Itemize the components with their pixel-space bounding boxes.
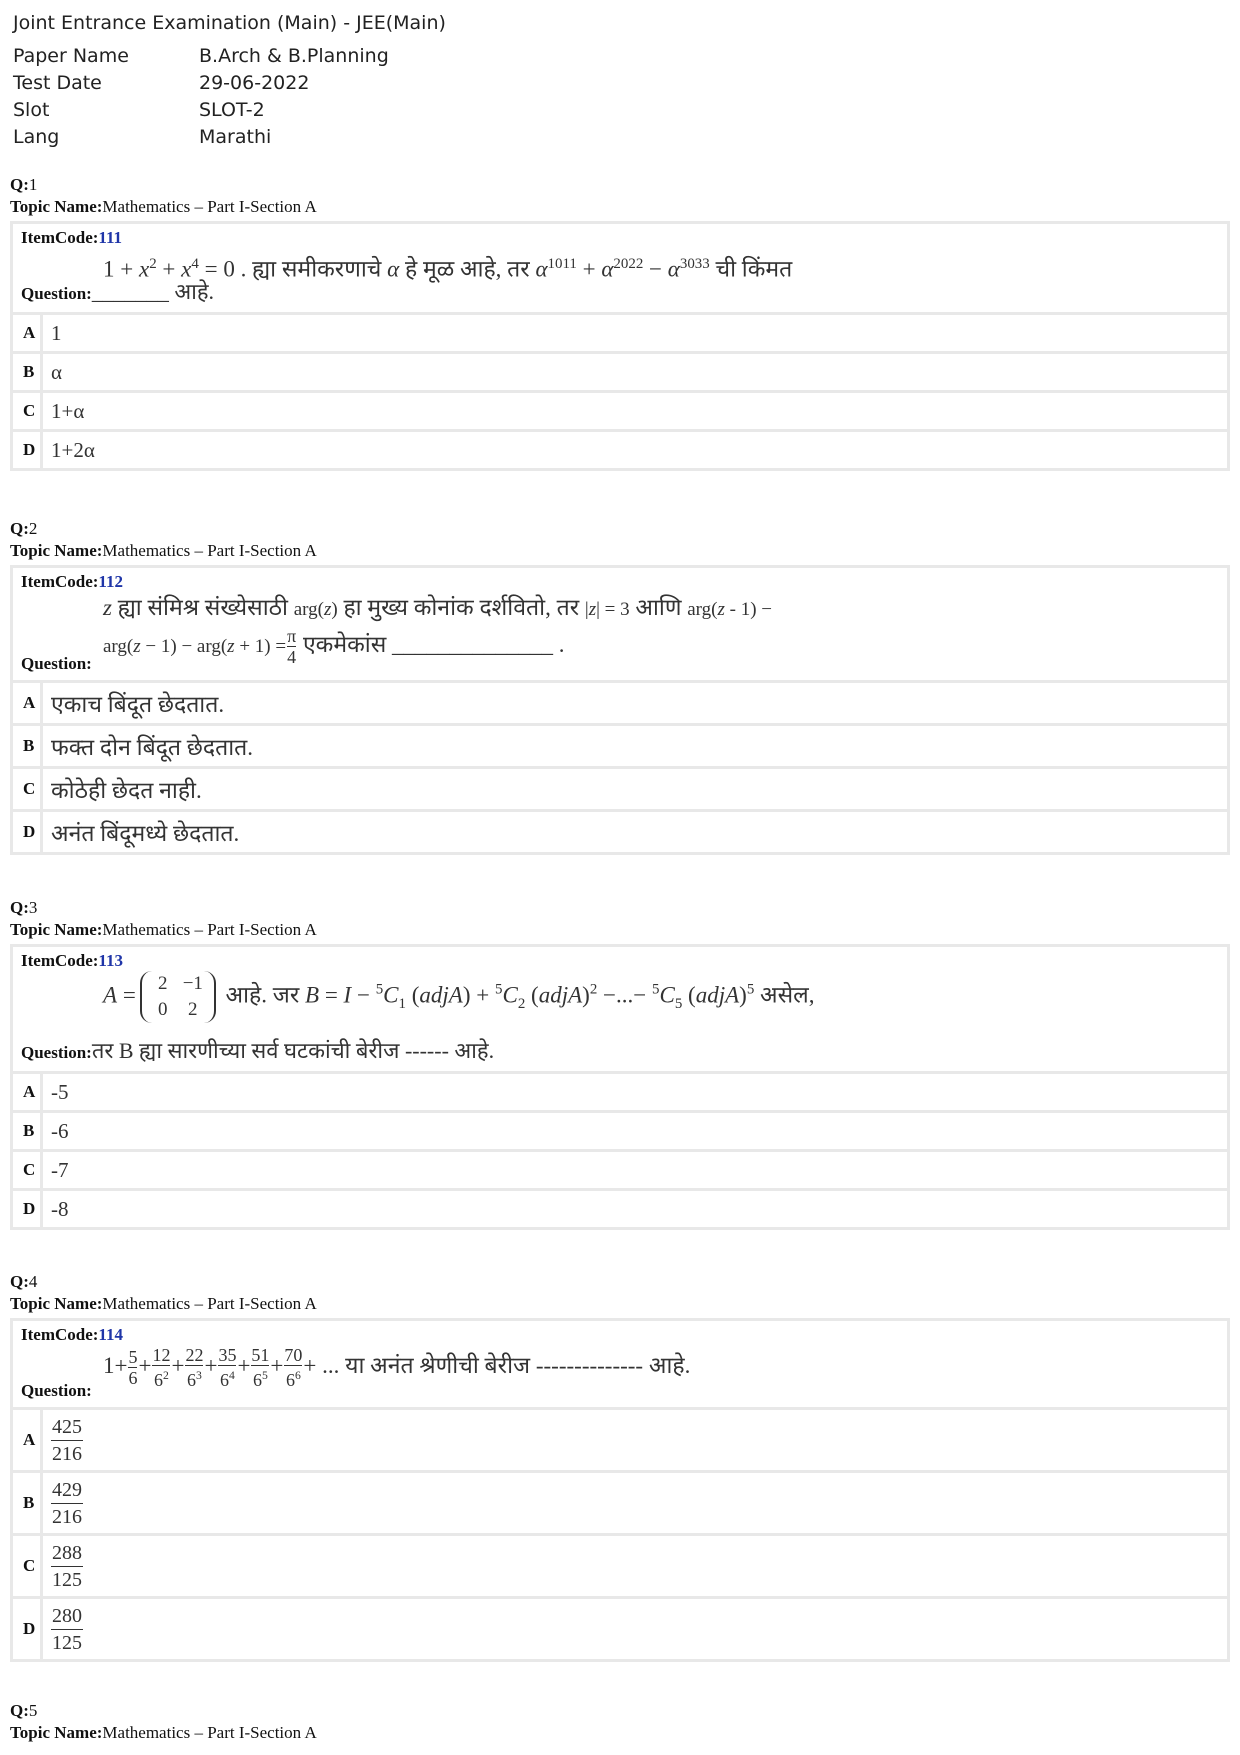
fraction: $\frac{280}{125}$ (52, 1604, 82, 1654)
question-card (10, 565, 1230, 855)
meta-key: Lang (13, 125, 60, 148)
topic-name: Topic Name:Mathematics – Part I-Section A (10, 1294, 317, 1313)
option-value: -6 (51, 1118, 69, 1143)
topic-name: Topic Name:Mathematics – Part I-Section A (10, 541, 317, 560)
exam-title: Joint Entrance Examination (Main) - JEE(Main) (13, 12, 446, 34)
question-block-2 (10, 518, 1230, 855)
question-label: Question:_______ आहे. (21, 279, 215, 304)
option-b[interactable] (13, 726, 1227, 769)
option-value (43, 1414, 83, 1467)
item-code: ItemCode:112 (21, 572, 123, 591)
question-body (13, 224, 1227, 315)
option-a[interactable] (13, 1410, 1227, 1473)
topic-name: Topic Name:Mathematics – Part I-Section A (10, 1723, 317, 1742)
item-code: ItemCode:113 (21, 951, 123, 970)
question-body (13, 1321, 1227, 1410)
option-d[interactable] (13, 812, 1227, 852)
option-c[interactable] (13, 769, 1227, 812)
option-letter: C (13, 769, 43, 809)
question-card (10, 221, 1230, 471)
meta-value: 29-06-2022 (199, 71, 310, 94)
meta-value: SLOT-2 (199, 98, 265, 121)
option-letter: C (13, 393, 43, 429)
option-letter: B (13, 726, 43, 766)
question-block-4 (10, 1271, 1230, 1662)
meta-key: Paper Name (13, 44, 129, 67)
fraction: $\frac{288}{125}$ (52, 1541, 82, 1591)
question-number: Q:1 (10, 175, 38, 194)
option-d[interactable] (13, 1191, 1227, 1227)
option-a[interactable] (13, 683, 1227, 726)
question-number: Q:5 (10, 1701, 38, 1720)
option-value: फक्त दोन बिंदूत छेदतात. (51, 735, 254, 760)
option-value: -7 (51, 1157, 69, 1182)
option-d[interactable] (13, 432, 1227, 468)
option-value: -8 (51, 1196, 69, 1221)
option-letter: C (13, 1536, 43, 1596)
option-d[interactable] (13, 1599, 1227, 1659)
option-b[interactable] (13, 354, 1227, 393)
question-block-3 (10, 897, 1230, 1230)
meta-row (13, 123, 389, 150)
item-code: ItemCode:114 (21, 1325, 123, 1344)
option-letter: A (13, 315, 43, 351)
option-letter: D (13, 432, 43, 468)
option-value: α (51, 359, 63, 384)
option-a[interactable] (13, 315, 1227, 354)
option-letter: D (13, 1599, 43, 1659)
option-letter: D (13, 812, 43, 852)
meta-value: Marathi (199, 125, 272, 148)
option-value (43, 1603, 83, 1656)
option-value: -5 (51, 1079, 69, 1104)
option-b[interactable] (13, 1113, 1227, 1152)
question-number: Q:3 (10, 898, 38, 917)
option-value: एकाच बिंदूत छेदतात. (51, 692, 225, 717)
meta-row (13, 96, 389, 123)
option-value: 1+α (51, 398, 85, 423)
question-text: z ह्या संमिश्र संख्येसाठी arg(z) हा मुख्य कोनांक दर्शवितो, तर |z| = 3 आणि arg(z - 1) − arg(z − 1) − arg(z + 1) = $\frac{\pi}{4}$ एकमेकांस ______________ . (103, 595, 773, 667)
option-value: 1 (51, 320, 62, 345)
question-block-5 (10, 1700, 1230, 1744)
question-number: Q:2 (10, 519, 38, 538)
option-c[interactable] (13, 1536, 1227, 1599)
option-value: कोठेही छेदत नाही. (51, 778, 202, 803)
option-letter: D (13, 1191, 43, 1227)
option-value (43, 1477, 83, 1530)
meta-key: Slot (13, 98, 50, 121)
question-body (13, 568, 1227, 683)
option-value: अनंत बिंदूमध्ये छेदतात. (51, 821, 240, 846)
meta-row (13, 69, 389, 96)
option-letter: A (13, 683, 43, 723)
question-text: A = 2 −1 0 2 आहे. जर $B = I - ^5C_1$ (adjA) + $^5C_2$ (adjA)$^2$ −...− $^5C_5$ (adjA)$^5$ असेल, (21, 971, 1219, 1023)
meta-key: Test Date (13, 71, 102, 94)
fraction: $\frac{429}{216}$ (52, 1478, 82, 1528)
question-text: 1+ $\frac{5}{6}$ + $\frac{12}{6^2}$ + $\frac{22}{6^3}$ + $\frac{35}{6^4}$ + $\frac{51}{6^5}$ + $\frac{70}{6^6}$ + ... या अनंत श्रेणीची बेरीज -------------- आहे. (103, 1345, 691, 1390)
question-block-1 (10, 174, 1230, 471)
meta-row (13, 42, 389, 69)
option-letter: A (13, 1410, 43, 1470)
question-label: Question: (21, 654, 92, 673)
option-value (43, 1540, 83, 1593)
option-b[interactable] (13, 1473, 1227, 1536)
meta-value: B.Arch & B.Planning (199, 44, 389, 67)
question-number: Q:4 (10, 1272, 38, 1291)
option-c[interactable] (13, 393, 1227, 432)
question-card (10, 1318, 1230, 1662)
paper-meta-table (13, 42, 389, 150)
topic-name: Topic Name:Mathematics – Part I-Section A (10, 920, 317, 939)
option-letter: B (13, 1113, 43, 1149)
option-letter: A (13, 1074, 43, 1110)
option-c[interactable] (13, 1152, 1227, 1191)
option-a[interactable] (13, 1074, 1227, 1113)
question-label: Question: (21, 1381, 92, 1400)
question-text: $1 + x^2 + x^4 = 0$ . ह्या समीकरणाचे α हे मूळ आहे, तर $\alpha^{1011} + \alpha^{2022} - \alpha^{3033}$ ची किंमत (103, 256, 793, 282)
question-card (10, 944, 1230, 1230)
option-letter: C (13, 1152, 43, 1188)
option-letter: B (13, 1473, 43, 1533)
option-letter: B (13, 354, 43, 390)
item-code: ItemCode:111 (21, 228, 123, 247)
topic-name: Topic Name:Mathematics – Part I-Section A (10, 197, 317, 216)
matrix-a: 2 −1 0 2 (140, 971, 216, 1023)
option-value: 1+2α (51, 437, 95, 462)
question-label: Question:तर B ह्या सारणीच्या सर्व घटकांची बेरीज ------ आहे. (21, 1038, 495, 1063)
fraction: $\frac{425}{216}$ (52, 1415, 82, 1465)
question-body (13, 947, 1227, 1074)
